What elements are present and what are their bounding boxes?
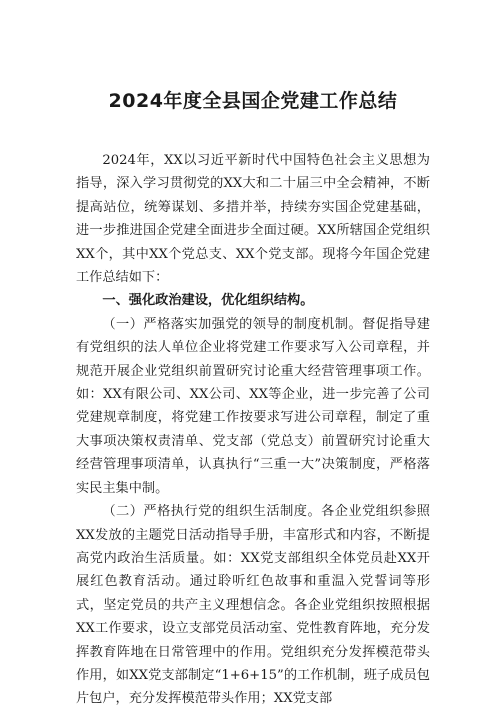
document-title: 2024年度全县国企党建工作总结 (108, 90, 398, 112)
body-paragraph: （一）严格落实加强党的领导的制度机制。督促指导建有党组织的法人单位企业将党建工作要求写入公司章程，并规范开展企业党组织前置研究讨论重大经营管理事项工作。如：XX有限公司、XX公司、XX等企业，进一步完善了公司党建规章制度，将党建工作按要求写进公司章程，制定了重大事项决策权责清单、党支部（党总支）前置研究讨论重大经营管理事项清单，认真执行“三重一大”决策制度，严格落实民主集中制。 (76, 316, 430, 496)
body-paragraph: （二）严格执行党的组织生活制度。各企业党组织参照XX发放的主题党日活动指导手册，丰富形式和内容，不断提高党内政治生活质量。如：XX党支部组织全体党员赴XX开展红色教育活动。通过聆听红色故事和重温入党誓词等形式，坚定党员的共产主义理想信念。各企业党组织按照根据XX工作要求，设立支部党员活动室、党性教育阵地，充分发挥教育阵地在日常管理中的作用。党组织充分发挥模范带头作用，如XX党支部制定“1+6+15”的工作机制，班子成员包片包户，充分发挥模范带头作用；XX党支部 (76, 504, 430, 707)
section-heading: 一、强化政治建设，优化组织结构。 (102, 293, 314, 309)
intro-paragraph: 2024年，XX以习近平新时代中国特色社会主义思想为指导，深入学习贯彻党的XX大和二十届三中全会精神，不断提高站位，统筹谋划、多措并举，持续夯实国企党建基础，进一步推进国企党建全面进步全面过硬。XX所辖国企党组织XX个，其中XX个党总支、XX个党支部。现将今年国企党建工作总结如下： (76, 153, 430, 286)
